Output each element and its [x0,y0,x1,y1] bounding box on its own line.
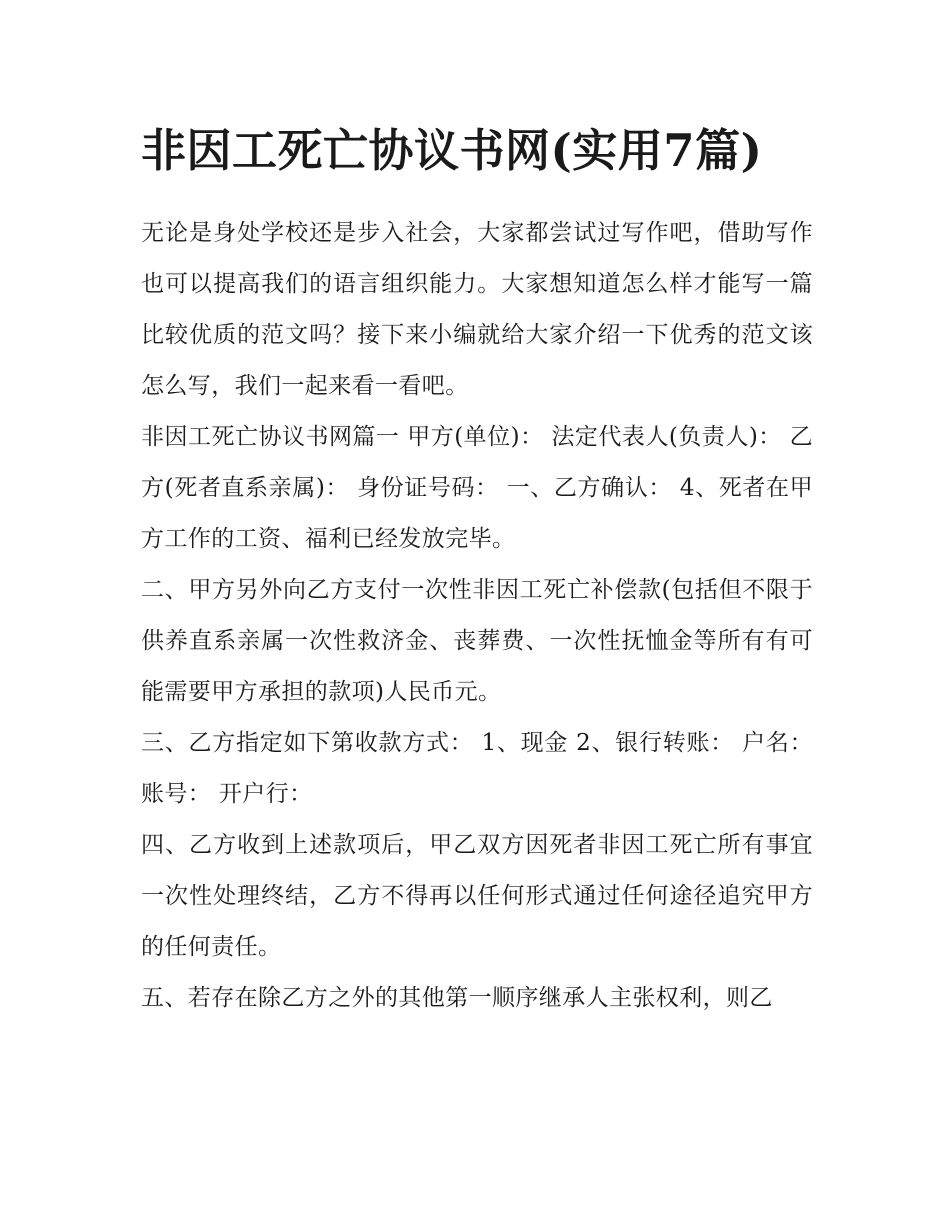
paragraph-clause-5: 五、若存在除乙方之外的其他第一顺序继承人主张权利，则乙 [141,985,773,1011]
paragraph-party-info: 非因工死亡协议书网篇一 甲方(单位)： 法定代表人(负责人)： 乙方(死者直系亲属)： 身份证号码： 一、乙方确认： 4、死者在甲方工作的工资、福利已经发放完毕。 [141,424,813,552]
intro-paragraph: 无论是身处学校还是步入社会，大家都尝试过写作吧，借助写作也可以提高我们的语言组织能力。大家想知道怎么样才能写一篇比较优质的范文吗？接下来小编就给大家介绍一下优秀的范文该怎么写，我们一起来看一看吧。 [141,220,813,399]
document-title: 非因工死亡协议书网(实用7篇) [141,124,763,177]
paragraph-clause-4: 四、乙方收到上述款项后，甲乙双方因死者非因工死亡所有事宜一次性处理终结，乙方不得再以任何形式通过任何途径追究甲方的任何责任。 [141,832,813,960]
document-page [141,112,813,1024]
paragraph-clause-2: 二、甲方另外向乙方支付一次性非因工死亡补偿款(包括但不限于供养直系亲属一次性救济金、丧葬费、一次性抚恤金等所有有可能需要甲方承担的款项)人民币元。 [141,577,813,705]
paragraph-clause-3: 三、乙方指定如下第收款方式： 1、现金 2、银行转账： 户名： 账号： 开户行： [141,730,813,807]
